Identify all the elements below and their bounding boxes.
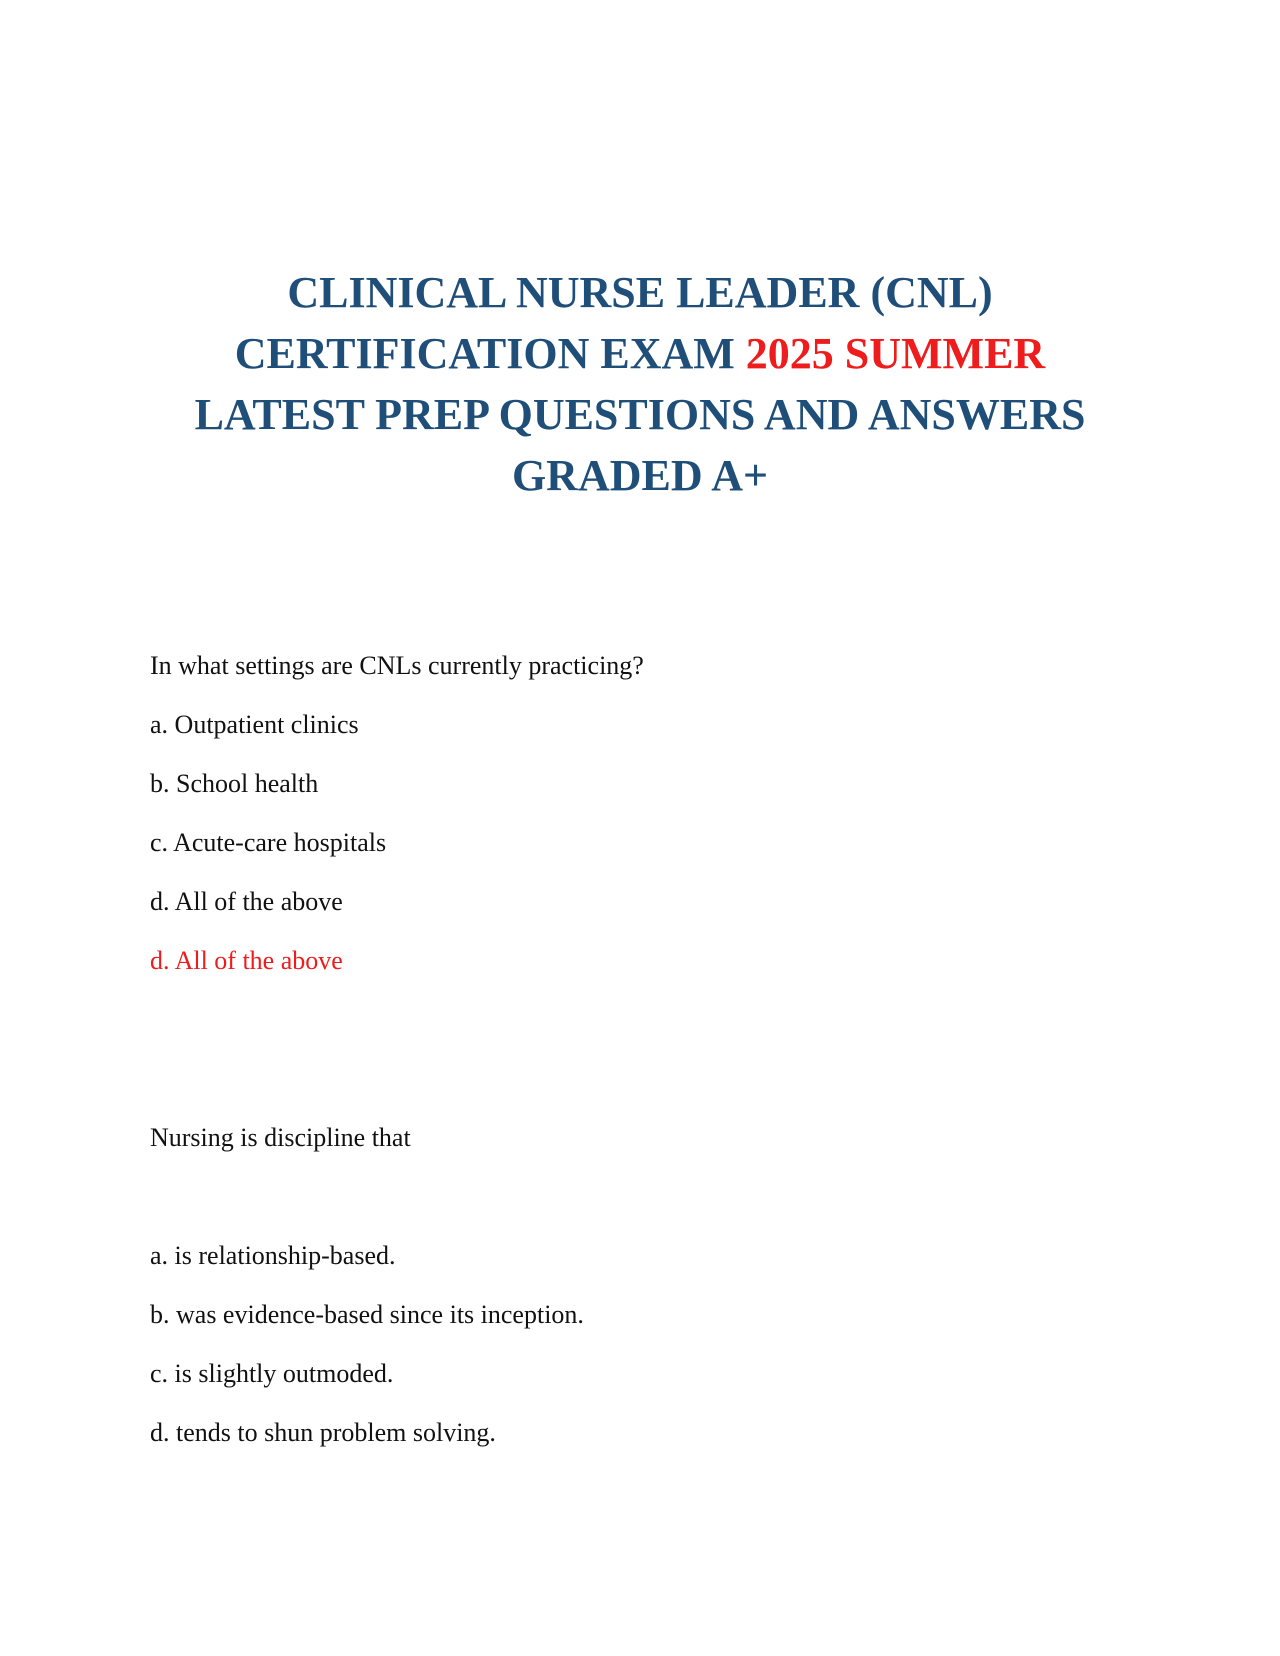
question-1-prompt: In what settings are CNLs currently practicing? [150,651,644,680]
title-line-4: GRADED A+ [511,451,769,500]
question-1-option-c: c. Acute-care hospitals [150,828,387,857]
question-1-option-a: a. Outpatient clinics [150,710,359,739]
title-line-2-text: CERTIFICATION EXAM [234,329,746,378]
title-line-3: LATEST PREP QUESTIONS AND ANSWERS [194,390,1086,439]
title-line-1: CLINICAL NURSE LEADER (CNL) [287,268,993,317]
question-1-answer: d. All of the above [150,946,343,975]
title-highlight: 2025 SUMMER [745,329,1046,378]
question-1-option-b: b. School health [150,769,319,798]
question-2-option-a: a. is relationship-based. [150,1241,396,1270]
question-2-option-c: c. is slightly outmoded. [150,1359,394,1388]
question-1-option-d: d. All of the above [150,887,343,916]
page-title [140,262,1140,506]
title-line-2 [235,329,1045,378]
question-2-option-d: d. tends to shun problem solving. [150,1418,496,1447]
question-2-option-b: b. was evidence-based since its inception. [150,1300,584,1329]
question-2-prompt: Nursing is discipline that [150,1123,411,1152]
